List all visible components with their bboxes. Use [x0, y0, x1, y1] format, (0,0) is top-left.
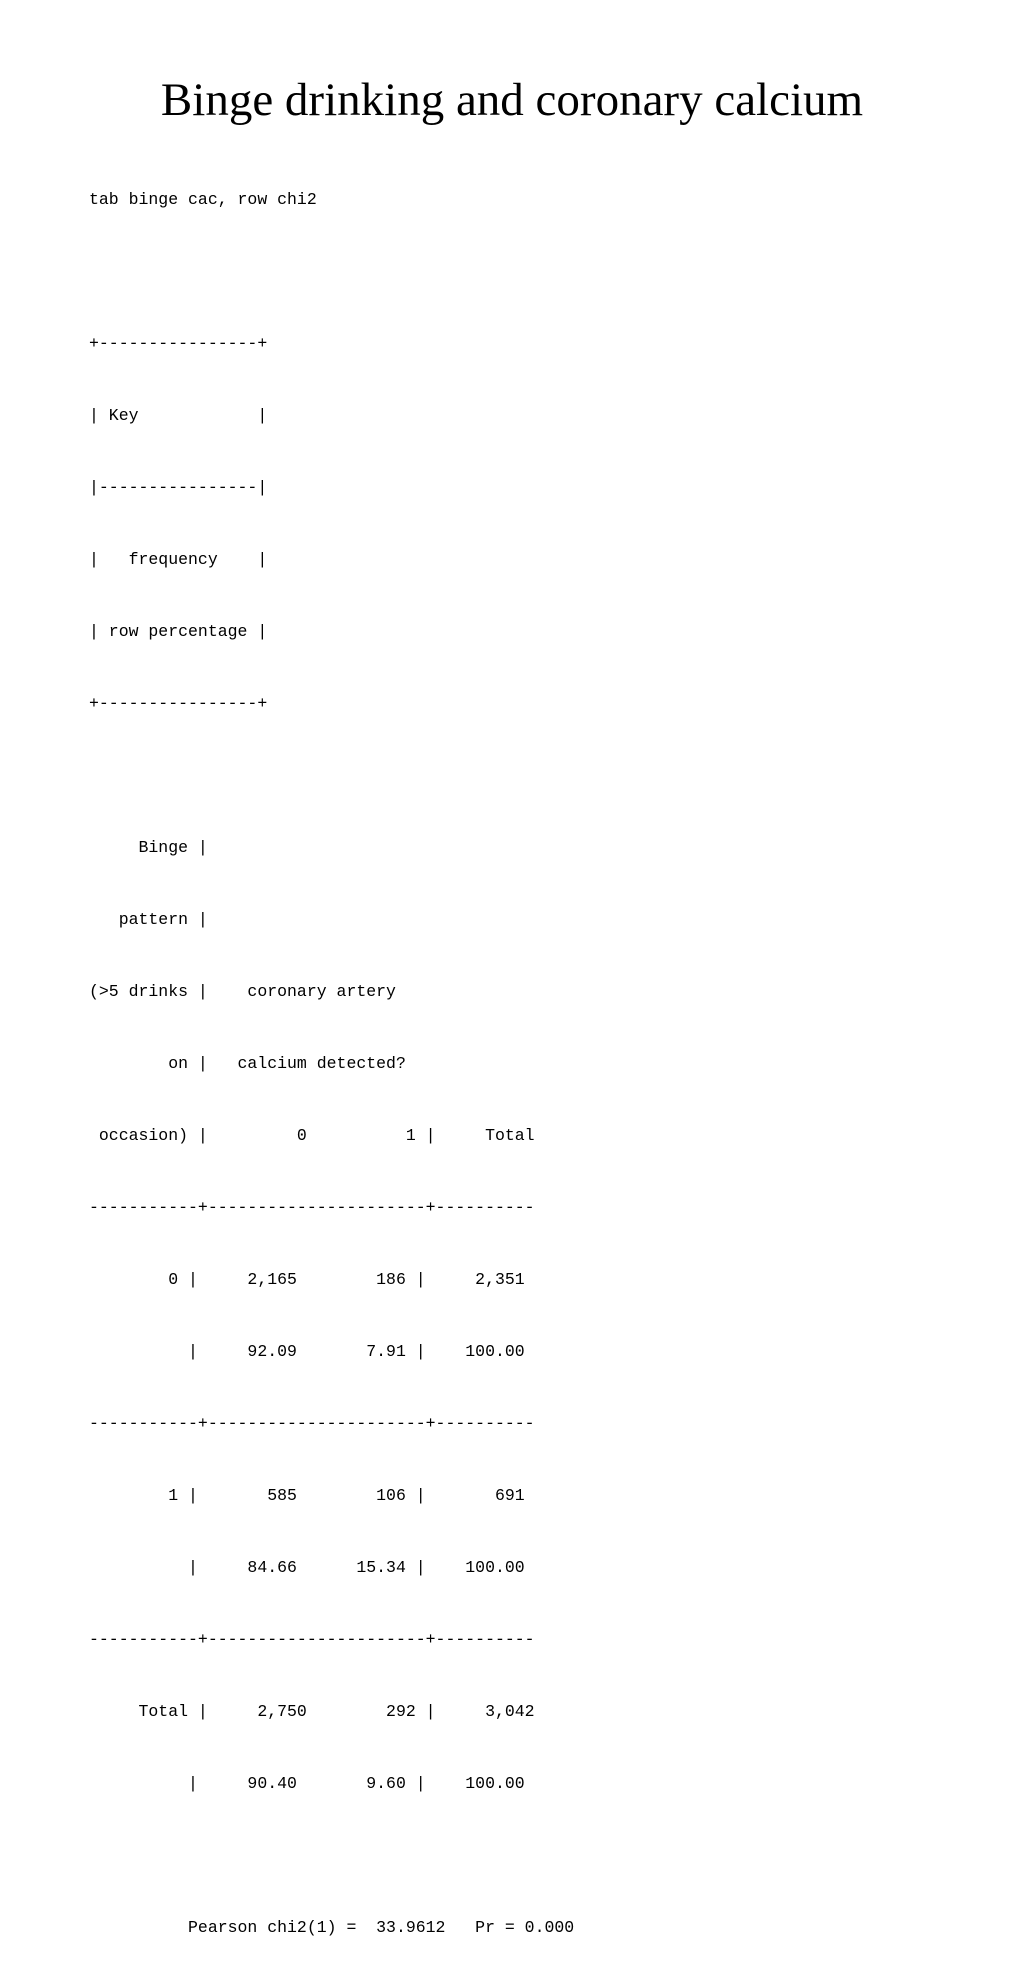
table-header-line: Binge |	[89, 838, 208, 857]
command-line: tab binge cac, row chi2	[89, 190, 317, 209]
blank-line	[89, 1844, 574, 1868]
table-separator: -----------+----------------------+----------	[89, 1414, 535, 1433]
table-row: | 84.66 15.34 | 100.00	[89, 1558, 525, 1577]
key-box-bottom: +----------------+	[89, 694, 268, 713]
table-header-line: (>5 drinks | coronary artery	[89, 982, 396, 1001]
key-box-divider: |----------------|	[89, 478, 268, 497]
table-total-row: Total | 2,750 292 | 3,042	[89, 1702, 535, 1721]
key-box-row-percentage: | row percentage |	[89, 622, 268, 641]
table-row: | 92.09 7.91 | 100.00	[89, 1342, 525, 1361]
chi2-result: Pearson chi2(1) = 33.9612 Pr = 0.000	[89, 1918, 575, 1937]
table-header-line: occasion) | 0 1 | Total	[89, 1126, 535, 1145]
key-box-title: | Key |	[89, 406, 268, 425]
blank-line	[89, 260, 574, 284]
table-header-line: on | calcium detected?	[89, 1054, 406, 1073]
table-header-line: pattern |	[89, 910, 208, 929]
table-row: 1 | 585 106 | 691	[89, 1486, 525, 1505]
table-row: 0 | 2,165 186 | 2,351	[89, 1270, 525, 1289]
key-box-top: +----------------+	[89, 334, 268, 353]
blank-line	[89, 764, 574, 788]
table-separator: -----------+----------------------+----------	[89, 1198, 535, 1217]
stata-output	[89, 140, 574, 1988]
table-total-row: | 90.40 9.60 | 100.00	[89, 1774, 525, 1793]
slide-title: Binge drinking and coronary calcium	[160, 74, 864, 126]
key-box-frequency: | frequency |	[89, 550, 268, 569]
table-separator: -----------+----------------------+----------	[89, 1630, 535, 1649]
